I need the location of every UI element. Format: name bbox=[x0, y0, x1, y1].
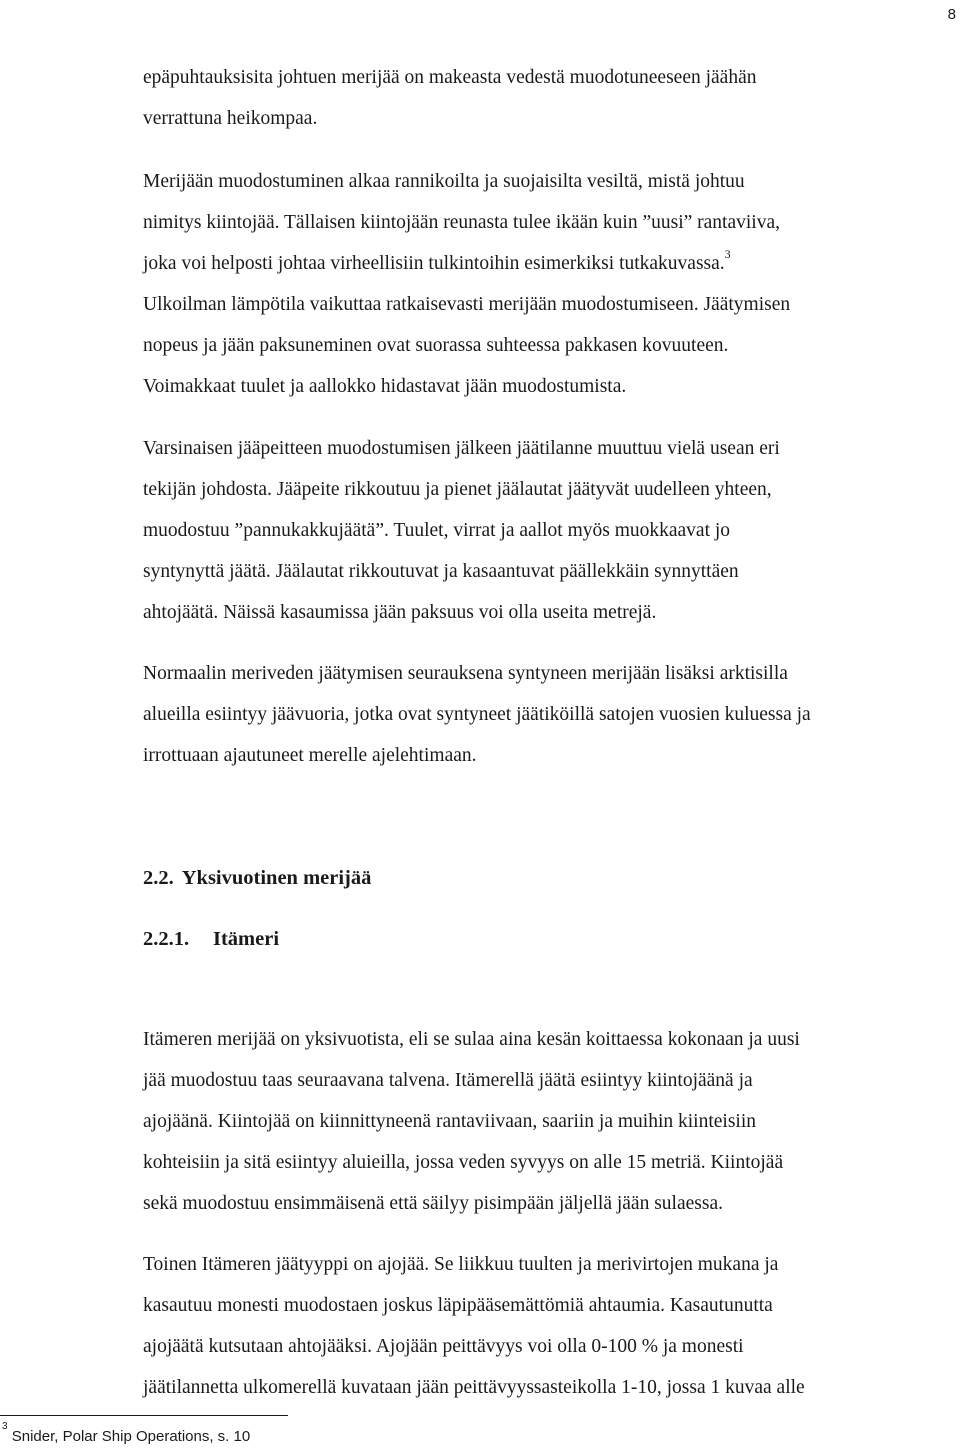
body-text-line: kasautuu monesti muodostaen joskus läpipääsemättömiä ahtaumia. Kasautunutta bbox=[143, 1295, 773, 1316]
body-text-line: nopeus ja jään paksuneminen ovat suorassa suhteessa pakkasen kovuuteen. bbox=[143, 335, 729, 356]
page-number: 8 bbox=[947, 6, 956, 23]
body-text-line: ajojäänä. Kiintojää on kiinnittyneenä rantaviivaan, saariin ja muihin kiinteisiin bbox=[143, 1111, 756, 1132]
body-text-line: jää muodostuu taas seuraavana talvena. Itämerellä jäätä esiintyy kiintojäänä ja bbox=[143, 1070, 753, 1091]
body-text-line: tekijän johdosta. Jääpeite rikkoutuu ja pienet jäälautat jäätyvät uudelleen yhteen, bbox=[143, 479, 772, 500]
body-text-line: syntynyttä jäätä. Jäälautat rikkoutuvat ja kasaantuvat päällekkäin synnyttäen bbox=[143, 561, 739, 582]
body-text-line bbox=[143, 247, 731, 274]
body-text-line: nimitys kiintojää. Tällaisen kiintojään reunasta tulee ikään kuin ”uusi” rantaviiva, bbox=[143, 212, 780, 233]
body-text-line: Toinen Itämeren jäätyyppi on ajojää. Se liikkuu tuulten ja merivirtojen mukana ja bbox=[143, 1254, 779, 1275]
footnote-text: Snider, Polar Ship Operations, s. 10 bbox=[11, 1428, 251, 1445]
body-text-line: sekä muodostuu ensimmäisenä että säilyy pisimpään jäljellä jään sulaessa. bbox=[143, 1193, 723, 1214]
footnote-marker: 3 bbox=[2, 1421, 8, 1432]
body-text-line: Voimakkaat tuulet ja aallokko hidastavat jään muodostumista. bbox=[143, 376, 627, 397]
body-text-line: ahtojäätä. Näissä kasaumissa jään paksuus voi olla useita metrejä. bbox=[143, 602, 657, 623]
footnote-reference[interactable]: 3 bbox=[724, 247, 731, 261]
footnote bbox=[2, 1421, 251, 1445]
body-text-line: alueilla esiintyy jäävuoria, jotka ovat syntyneet jäätiköillä satojen vuosien kuluessa ja bbox=[143, 704, 811, 725]
subsection-heading bbox=[143, 928, 279, 951]
subsection-title: Itämeri bbox=[213, 928, 280, 950]
body-text-line: Varsinaisen jääpeitteen muodostumisen jälkeen jäätilanne muuttuu vielä usean eri bbox=[143, 438, 780, 459]
body-text-line: ajojäätä kutsutaan ahtojääksi. Ajojään peittävyys voi olla 0-100 % ja monesti bbox=[143, 1336, 744, 1357]
body-text-line: irrottuaan ajautuneet merelle ajelehtimaan. bbox=[143, 745, 477, 766]
section-title: Yksivuotinen merijää bbox=[181, 867, 372, 889]
body-text-line: jäätilannetta ulkomerellä kuvataan jään peittävyyssasteikolla 1-10, jossa 1 kuvaa alle bbox=[143, 1377, 805, 1398]
footnote-separator bbox=[0, 1415, 288, 1416]
section-number: 2.2. bbox=[143, 867, 174, 889]
section-heading bbox=[143, 867, 371, 890]
subsection-number: 2.2.1. bbox=[143, 928, 190, 950]
body-text-line: Normaalin meriveden jäätymisen seurauksena syntyneen merijään lisäksi arktisilla bbox=[143, 663, 788, 684]
body-text-line: epäpuhtauksisita johtuen merijää on makeasta vedestä muodotuneeseen jäähän bbox=[143, 67, 757, 88]
body-text-line: Merijään muodostuminen alkaa rannikoilta ja suojaisilta vesiltä, mistä johtuu bbox=[143, 171, 745, 192]
body-text-line: Ulkoilman lämpötila vaikuttaa ratkaisevasti merijään muodostumiseen. Jäätymisen bbox=[143, 294, 791, 315]
body-text-line: Itämeren merijää on yksivuotista, eli se sulaa aina kesän koittaessa kokonaan ja uusi bbox=[143, 1029, 800, 1050]
body-text-line: muodostuu ”pannukakkujäätä”. Tuulet, virrat ja aallot myös muokkaavat jo bbox=[143, 520, 731, 541]
body-text-segment: joka voi helposti johtaa virheellisiin tulkintoihin esimerkiksi tutkakuvassa. bbox=[143, 253, 725, 274]
body-text-line: kohteisiin ja sitä esiintyy aluieilla, jossa veden syvyys on alle 15 metriä. Kiintojää bbox=[143, 1152, 784, 1173]
body-text-line: verrattuna heikompaa. bbox=[143, 108, 318, 129]
